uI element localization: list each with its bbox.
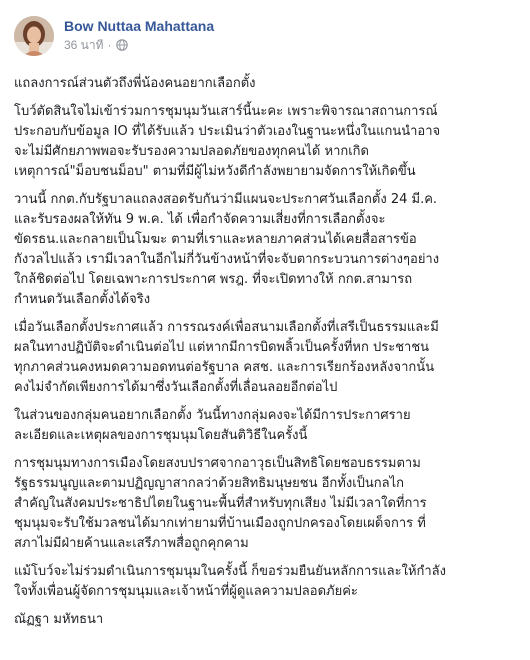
post-paragraph-5: ในส่วนของกลุ่มคนอยากเลือกตั้ง วันนี้ทางกลุ่มคงจะได้มีการประกาศราย ละเอียดและเหตุผลของการชุมนุมโดยสันติวิธีในครั้งนี้	[14, 408, 411, 443]
post-paragraph-1: แถลงการณ์ส่วนตัวถึงพี่น้องคนอยากเลือกตั้ง	[14, 76, 256, 91]
post-time-row	[64, 37, 214, 53]
post-signature: ณัฏฐา มหัทธนา	[14, 612, 104, 627]
post-paragraph-6: การชุมนุมทางการเมืองโดยสงบปราศจากอาวุธเป็นสิทธิโดยชอบธรรมตาม รัฐธรรมนูญและตามปฏิญญาสากลว่าด้วยสิทธิมนุษยชน อีกทั้งเป็นกลไก สำคัญในสังคมประชาธิปไตยในฐานะพื้นที่สำหรับทุกเสียง ไม่มีเวลาใดที่การ ชุมนุมจะรับใช้มวลชนได้มากเท่ายามที่บ้านเมืองถูกปกครองโดยเผด็จการ ที่ สภาไม่มีฝ่ายค้านและเสรีภาพสื่อถูกคุกคาม	[14, 456, 427, 551]
avatar-image	[14, 16, 54, 56]
post-header	[14, 14, 520, 64]
author-name[interactable]: Bow Nuttaa Mahattana	[64, 18, 215, 34]
globe-icon[interactable]	[116, 39, 128, 51]
post-paragraph-4: เมื่อวันเลือกตั้งประกาศแล้ว การรณรงค์เพื่อสนามเลือกตั้งที่เสรีเป็นธรรมและมี ผลในทางปฏิบัติจะดำเนินต่อไป แต่หากมีการบิดพลิ้วเป็นครั้งที่หก ประชาชน ทุกภาคส่วนคงหมดความอดทนต่อรัฐบาล คสช. และการเรียกร้องหลังจากนั้น คงไม่จำกัดเพียงการได้มาซึ่งวันเลือกตั้งที่เลื่อนลอยอีกต่อไป	[14, 320, 439, 395]
post-meta	[64, 14, 214, 53]
post-paragraph-2: โบว์ตัดสินใจไม่เข้าร่วมการชุมนุมวันเสาร์นี้นะคะ เพราะพิจารณาสถานการณ์ ประกอบกับข้อมูล IO ที่ได้รับแล้ว ประเมินว่าตัวเองในฐานะหนึ่งในแกนนำอาจ จะไม่มีศักยภาพพอจะรับรองความปลอดภัยของทุกคนได้ หากเกิด เหตุการณ์"ม็อบชนม็อบ" ตามที่มีผู้ไม่หวังดีกำลังพยายามจัดการให้เกิดขึ้น	[14, 104, 441, 179]
post-paragraph-7: แม้โบว์จะไม่ร่วมดำเนินการชุมนุมในครั้งนี้ ก็ขอร่วมยืนยันหลักการและให้กำลัง ใจทั้งเพื่อนผู้จัดการชุมนุมและเจ้าหน้าที่ผู้ดูแลความปลอดภัยค่ะ	[14, 564, 446, 599]
avatar[interactable]	[14, 16, 54, 56]
post-paragraph-3: วานนี้ กกต.กับรัฐบาลแถลงสอดรับกันว่ามีแผนจะประกาศวันเลือกตั้ง 24 มี.ค. และรับรองผลให้ทัน 9 พ.ค. ได้ เพื่อกำจัดความเสี่ยงที่การเลือกตั้งจะ ขัดรธน.และกลายเป็นโมฆะ ตามที่เราและหลายภาคส่วนได้เคยสื่อสารข้อ กังวลไปแล้ว เรามีเวลาในอีกไม่กี่วันข้างหน้าที่จะจับตากระบวนการต่างๆอย่าง ใกล้ชิดต่อไป โดยเฉพาะการประกาศ พรฎ. ที่จะเปิดทางให้ กกต.สามารถ กำหนดวันเลือกตั้งได้จริง	[14, 192, 440, 307]
post-body	[14, 74, 520, 630]
post-timestamp[interactable]: 36 นาที	[64, 38, 104, 52]
separator-dot: ·	[107, 38, 112, 52]
